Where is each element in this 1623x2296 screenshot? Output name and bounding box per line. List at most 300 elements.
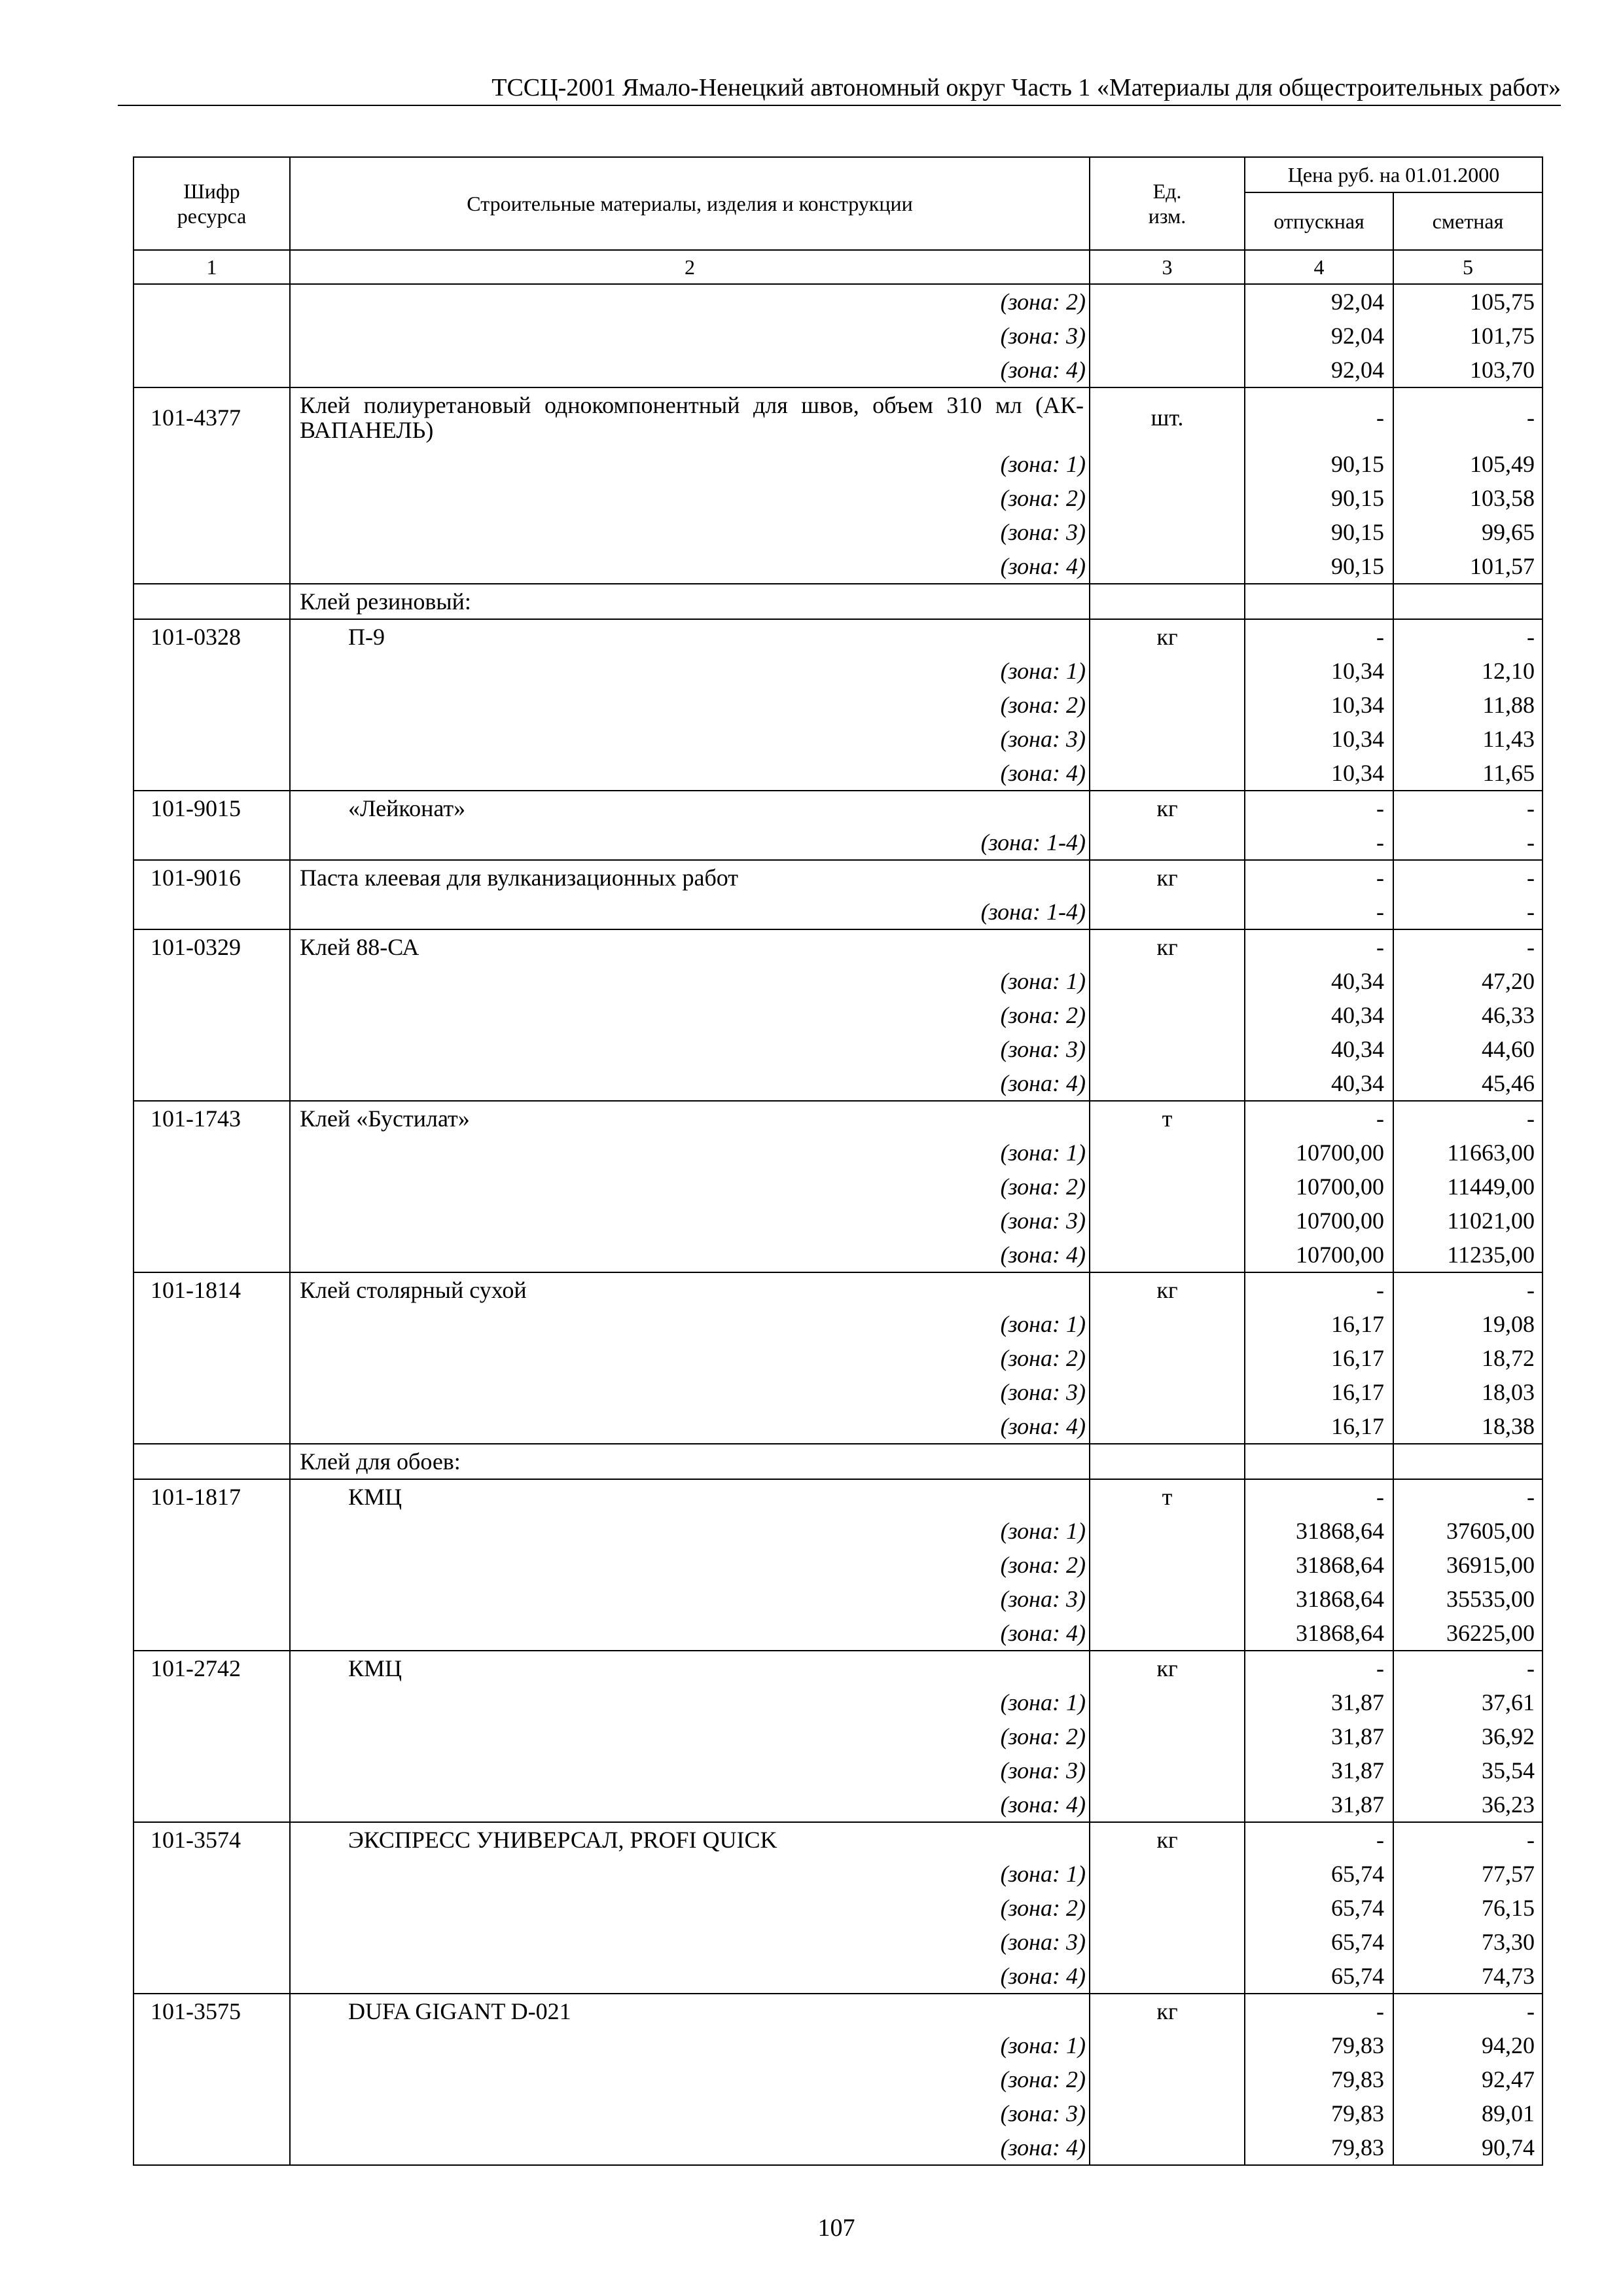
zone-label: (зона: 1) (290, 1514, 1090, 1548)
unit-cell (1090, 1136, 1245, 1170)
unit-cell (1090, 688, 1245, 722)
zone-label: (зона: 4) (290, 756, 1090, 791)
estimate-price-cell: - (1393, 1479, 1543, 1514)
zone-label: (зона: 2) (290, 688, 1090, 722)
code-cell (134, 1787, 290, 1822)
code-cell (134, 1685, 290, 1719)
estimate-price-cell: 105,49 (1393, 447, 1543, 481)
estimate-price-cell: 36,23 (1393, 1787, 1543, 1822)
code-cell (134, 2062, 290, 2096)
release-price-cell: 92,04 (1245, 353, 1393, 387)
zone-label: (зона: 2) (290, 1548, 1090, 1582)
col-header-code (134, 157, 290, 250)
column-number-row (134, 250, 1543, 284)
zone-label: (зона: 3) (290, 515, 1090, 549)
estimate-price-cell: 11,65 (1393, 756, 1543, 791)
table-body (134, 284, 1543, 2165)
code-cell (134, 1514, 290, 1548)
resource-unit: т (1090, 1479, 1245, 1514)
resource-name: Паста клеевая для вулканизационных работ (290, 860, 1090, 895)
release-price-cell: 10,34 (1245, 756, 1393, 791)
zone-price-row (134, 515, 1543, 549)
zone-price-row (134, 1409, 1543, 1444)
zone-label: (зона: 1-4) (290, 825, 1090, 860)
resource-unit: кг (1090, 1994, 1245, 2028)
estimate-price-cell: 46,33 (1393, 998, 1543, 1032)
zone-label: (зона: 2) (290, 1341, 1090, 1375)
zone-label: (зона: 1) (290, 964, 1090, 998)
estimate-price-cell: - (1393, 825, 1543, 860)
zone-label: (зона: 2) (290, 1719, 1090, 1753)
zone-label: (зона: 2) (290, 998, 1090, 1032)
release-price-cell: 65,74 (1245, 1959, 1393, 1994)
unit-cell (1090, 1204, 1245, 1238)
release-price-cell: - (1245, 619, 1393, 654)
resource-name: П-9 (290, 619, 1090, 654)
code-cell (134, 549, 290, 584)
resource-unit: кг (1090, 1272, 1245, 1307)
release-price-cell: 10,34 (1245, 654, 1393, 688)
zone-price-row (134, 1616, 1543, 1651)
resource-name: КМЦ (290, 1651, 1090, 1685)
column-number: 4 (1245, 250, 1393, 284)
estimate-price-cell: 18,38 (1393, 1409, 1543, 1444)
col-header-price-group: Цена руб. на 01.01.2000 (1245, 157, 1543, 192)
unit-cell (1090, 1891, 1245, 1925)
column-number: 2 (290, 250, 1090, 284)
release-price-cell: 10700,00 (1245, 1204, 1393, 1238)
release-price-cell: 31868,64 (1245, 1548, 1393, 1582)
zone-price-row (134, 1170, 1543, 1204)
code-cell (134, 1719, 290, 1753)
section-heading: Клей резиновый: (290, 584, 1090, 619)
unit-cell (1090, 2130, 1245, 2165)
zone-label: (зона: 2) (290, 284, 1090, 319)
zone-price-row (134, 2130, 1543, 2165)
code-cell (134, 1170, 290, 1204)
code-cell (134, 1136, 290, 1170)
column-number: 1 (134, 250, 290, 284)
code-cell (134, 1959, 290, 1994)
release-price-cell: 31,87 (1245, 1719, 1393, 1753)
zone-price-row (134, 1959, 1543, 1994)
resource-unit: шт. (1090, 387, 1245, 447)
unit-cell (1090, 2062, 1245, 2096)
unit-cell (1090, 1548, 1245, 1582)
zone-label: (зона: 1) (290, 1857, 1090, 1891)
zone-price-row (134, 1925, 1543, 1959)
resource-code: 101-9016 (134, 860, 290, 895)
estimate-price-cell: 36915,00 (1393, 1548, 1543, 1582)
estimate-price-cell: 36225,00 (1393, 1616, 1543, 1651)
resource-row (134, 1479, 1543, 1514)
zone-label: (зона: 4) (290, 1959, 1090, 1994)
release-price-cell: 90,15 (1245, 515, 1393, 549)
zone-label: (зона: 1) (290, 1307, 1090, 1341)
release-price-cell: - (1245, 1479, 1393, 1514)
resource-name: Клей полиуретановый однокомпонентный для швов, объем 310 мл (АК-ВАПАНЕЛЬ) (290, 387, 1090, 447)
resource-row (134, 1101, 1543, 1136)
zone-label: (зона: 3) (290, 1375, 1090, 1409)
estimate-price-cell: 35,54 (1393, 1753, 1543, 1787)
unit-cell (1090, 1753, 1245, 1787)
code-cell (134, 722, 290, 756)
zone-label: (зона: 2) (290, 2062, 1090, 2096)
estimate-price-cell: 11,43 (1393, 722, 1543, 756)
estimate-price-cell: 11021,00 (1393, 1204, 1543, 1238)
release-price-cell: 16,17 (1245, 1341, 1393, 1375)
estimate-price-cell: 94,20 (1393, 2028, 1543, 2062)
resource-row (134, 1651, 1543, 1685)
section-heading-row (134, 584, 1543, 619)
release-price-cell: 92,04 (1245, 284, 1393, 319)
estimate-price-cell: 12,10 (1393, 654, 1543, 688)
release-price-cell: 92,04 (1245, 319, 1393, 353)
code-cell (134, 1925, 290, 1959)
release-price-cell: 31,87 (1245, 1753, 1393, 1787)
code-cell (134, 1341, 290, 1375)
release-price-cell: 31,87 (1245, 1685, 1393, 1719)
zone-label: (зона: 1) (290, 2028, 1090, 2062)
code-cell (134, 1375, 290, 1409)
resource-row (134, 929, 1543, 964)
code-cell (134, 2096, 290, 2130)
release-price-cell: 40,34 (1245, 998, 1393, 1032)
unit-cell (1090, 1925, 1245, 1959)
estimate-price-cell: 73,30 (1393, 1925, 1543, 1959)
page-header-title: ТССЦ-2001 Ямало-Ненецкий автономный округ Часть 1 «Материалы для общестроительных работ» (118, 71, 1561, 106)
estimate-price-cell: 11663,00 (1393, 1136, 1543, 1170)
estimate-price-cell: - (1393, 895, 1543, 929)
zone-price-row (134, 756, 1543, 791)
release-price-cell: 90,15 (1245, 481, 1393, 515)
col-header-code-line2: ресурса (177, 204, 247, 228)
estimate-price-cell: - (1393, 791, 1543, 825)
release-price-cell: 16,17 (1245, 1375, 1393, 1409)
code-cell (134, 1857, 290, 1891)
col-header-unit-line2: изм. (1148, 204, 1186, 228)
release-price-cell: 79,83 (1245, 2130, 1393, 2165)
zone-label: (зона: 3) (290, 1032, 1090, 1066)
estimate-price-cell: 11,88 (1393, 688, 1543, 722)
release-price-cell: - (1245, 791, 1393, 825)
code-cell (134, 1891, 290, 1925)
unit-cell (1090, 964, 1245, 998)
zone-price-row (134, 1582, 1543, 1616)
zone-price-row (134, 1514, 1543, 1548)
estimate-price-cell: - (1393, 860, 1543, 895)
estimate-price-cell: 18,72 (1393, 1341, 1543, 1375)
release-price-cell: 65,74 (1245, 1925, 1393, 1959)
estimate-price-cell: - (1393, 1272, 1543, 1307)
release-price-cell: - (1245, 1994, 1393, 2028)
release-price-cell: 10700,00 (1245, 1170, 1393, 1204)
estimate-price-cell: 103,70 (1393, 353, 1543, 387)
resource-row (134, 387, 1543, 447)
release-price-cell: - (1245, 895, 1393, 929)
zone-price-row (134, 654, 1543, 688)
unit-cell (1090, 756, 1245, 791)
unit-cell (1090, 1444, 1245, 1479)
code-cell (134, 319, 290, 353)
release-price-cell: - (1245, 929, 1393, 964)
estimate-price-cell: 44,60 (1393, 1032, 1543, 1066)
zone-label: (зона: 3) (290, 1925, 1090, 1959)
code-cell (134, 584, 290, 619)
resource-name: Клей столярный сухой (290, 1272, 1090, 1307)
zone-price-row (134, 1787, 1543, 1822)
resource-unit: кг (1090, 1822, 1245, 1857)
resource-code: 101-0328 (134, 619, 290, 654)
estimate-price-cell: 99,65 (1393, 515, 1543, 549)
release-price-cell: 79,83 (1245, 2028, 1393, 2062)
release-price-cell: - (1245, 1651, 1393, 1685)
table-header (134, 157, 1543, 284)
estimate-price-cell: 105,75 (1393, 284, 1543, 319)
estimate-price-cell: 92,47 (1393, 2062, 1543, 2096)
zone-label: (зона: 2) (290, 1170, 1090, 1204)
resource-unit: кг (1090, 929, 1245, 964)
resource-unit: кг (1090, 619, 1245, 654)
release-price-cell: 10700,00 (1245, 1136, 1393, 1170)
col-header-estimate-price: сметная (1393, 192, 1543, 250)
resource-name: Клей «Бустилат» (290, 1101, 1090, 1136)
unit-cell (1090, 1857, 1245, 1891)
estimate-price-cell: 11235,00 (1393, 1238, 1543, 1272)
unit-cell (1090, 1032, 1245, 1066)
estimate-price-cell: 103,58 (1393, 481, 1543, 515)
resource-row (134, 619, 1543, 654)
code-cell (134, 353, 290, 387)
resource-code: 101-4377 (134, 387, 290, 447)
estimate-price-cell: - (1393, 619, 1543, 654)
resource-row (134, 1994, 1543, 2028)
estimate-price-cell: 89,01 (1393, 2096, 1543, 2130)
section-heading-row (134, 1444, 1543, 1479)
zone-price-row (134, 1032, 1543, 1066)
code-cell (134, 2028, 290, 2062)
estimate-price-cell: 37,61 (1393, 1685, 1543, 1719)
zone-label: (зона: 4) (290, 353, 1090, 387)
resource-name: «Лейконат» (290, 791, 1090, 825)
release-price-cell: 65,74 (1245, 1891, 1393, 1925)
col-header-code-line1: Шифр (183, 179, 240, 203)
estimate-price-cell: - (1393, 1822, 1543, 1857)
zone-label: (зона: 3) (290, 1204, 1090, 1238)
release-price-cell (1245, 584, 1393, 619)
estimate-price-cell: 19,08 (1393, 1307, 1543, 1341)
resource-name: DUFA GIGANT D-021 (290, 1994, 1090, 2028)
unit-cell (1090, 1375, 1245, 1409)
release-price-cell: 79,83 (1245, 2062, 1393, 2096)
resource-name: КМЦ (290, 1479, 1090, 1514)
code-cell (134, 481, 290, 515)
zone-label: (зона: 4) (290, 1238, 1090, 1272)
zone-price-row (134, 353, 1543, 387)
zone-price-row (134, 1204, 1543, 1238)
zone-label: (зона: 3) (290, 1753, 1090, 1787)
unit-cell (1090, 447, 1245, 481)
code-cell (134, 1307, 290, 1341)
zone-label: (зона: 3) (290, 2096, 1090, 2130)
code-cell (134, 1409, 290, 1444)
estimate-price-cell: 45,46 (1393, 1066, 1543, 1101)
unit-cell (1090, 1170, 1245, 1204)
code-cell (134, 284, 290, 319)
unit-cell (1090, 1238, 1245, 1272)
release-price-cell: - (1245, 1822, 1393, 1857)
zone-label: (зона: 4) (290, 1616, 1090, 1651)
zone-price-row (134, 1857, 1543, 1891)
estimate-price-cell: 47,20 (1393, 964, 1543, 998)
release-price-cell: 10,34 (1245, 688, 1393, 722)
unit-cell (1090, 722, 1245, 756)
zone-price-row (134, 319, 1543, 353)
release-price-cell: 31868,64 (1245, 1616, 1393, 1651)
zone-label: (зона: 4) (290, 2130, 1090, 2165)
resource-code: 101-0329 (134, 929, 290, 964)
unit-cell (1090, 1582, 1245, 1616)
release-price-cell: 16,17 (1245, 1409, 1393, 1444)
zone-price-row (134, 2062, 1543, 2096)
resource-row (134, 860, 1543, 895)
code-cell (134, 1238, 290, 1272)
unit-cell (1090, 1341, 1245, 1375)
zone-label: (зона: 2) (290, 481, 1090, 515)
resource-unit: кг (1090, 1651, 1245, 1685)
release-price-cell: 10,34 (1245, 722, 1393, 756)
zone-price-row (134, 1685, 1543, 1719)
release-price-cell: 65,74 (1245, 1857, 1393, 1891)
unit-cell (1090, 2028, 1245, 2062)
code-cell (134, 1032, 290, 1066)
code-cell (134, 895, 290, 929)
estimate-price-cell: 35535,00 (1393, 1582, 1543, 1616)
code-cell (134, 1066, 290, 1101)
resource-price-table (133, 156, 1543, 2166)
resource-row (134, 1822, 1543, 1857)
zone-price-row (134, 1375, 1543, 1409)
zone-price-row (134, 1753, 1543, 1787)
release-price-cell: 31868,64 (1245, 1582, 1393, 1616)
release-price-cell: - (1245, 387, 1393, 447)
estimate-price-cell (1393, 1444, 1543, 1479)
estimate-price-cell: 36,92 (1393, 1719, 1543, 1753)
code-cell (134, 1548, 290, 1582)
zone-price-row (134, 1719, 1543, 1753)
resource-code: 101-3574 (134, 1822, 290, 1857)
zone-price-row (134, 688, 1543, 722)
resource-unit: т (1090, 1101, 1245, 1136)
release-price-cell: 79,83 (1245, 2096, 1393, 2130)
zone-label: (зона: 1) (290, 654, 1090, 688)
zone-price-row (134, 1066, 1543, 1101)
resource-code: 101-2742 (134, 1651, 290, 1685)
release-price-cell: 31,87 (1245, 1787, 1393, 1822)
release-price-cell: 90,15 (1245, 447, 1393, 481)
zone-label: (зона: 3) (290, 319, 1090, 353)
zone-price-row (134, 549, 1543, 584)
release-price-cell: 40,34 (1245, 964, 1393, 998)
zone-price-row (134, 447, 1543, 481)
resource-code: 101-3575 (134, 1994, 290, 2028)
resource-row (134, 791, 1543, 825)
resource-unit: кг (1090, 860, 1245, 895)
zone-price-row (134, 1136, 1543, 1170)
code-cell (134, 2130, 290, 2165)
zone-label: (зона: 4) (290, 1787, 1090, 1822)
zone-price-row (134, 1238, 1543, 1272)
unit-cell (1090, 1616, 1245, 1651)
unit-cell (1090, 515, 1245, 549)
code-cell (134, 515, 290, 549)
code-cell (134, 1582, 290, 1616)
unit-cell (1090, 1719, 1245, 1753)
col-header-unit (1090, 157, 1245, 250)
col-header-name: Строительные материалы, изделия и конструкции (290, 157, 1090, 250)
estimate-price-cell (1393, 584, 1543, 619)
estimate-price-cell: 74,73 (1393, 1959, 1543, 1994)
release-price-cell: - (1245, 1101, 1393, 1136)
resource-code: 101-9015 (134, 791, 290, 825)
release-price-cell: 90,15 (1245, 549, 1393, 584)
zone-price-row (134, 284, 1543, 319)
resource-unit: кг (1090, 791, 1245, 825)
table-header-row (134, 157, 1543, 192)
estimate-price-cell: 18,03 (1393, 1375, 1543, 1409)
unit-cell (1090, 2096, 1245, 2130)
estimate-price-cell: 76,15 (1393, 1891, 1543, 1925)
zone-label: (зона: 1) (290, 1685, 1090, 1719)
resource-row (134, 1272, 1543, 1307)
unit-cell (1090, 1307, 1245, 1341)
estimate-price-cell: 101,57 (1393, 549, 1543, 584)
estimate-price-cell: - (1393, 387, 1543, 447)
zone-price-row (134, 998, 1543, 1032)
resource-name: ЭКСПРЕСС УНИВЕРСАЛ, PROFI QUICK (290, 1822, 1090, 1857)
code-cell (134, 825, 290, 860)
code-cell (134, 1444, 290, 1479)
code-cell (134, 1204, 290, 1238)
zone-price-row (134, 895, 1543, 929)
unit-cell (1090, 654, 1245, 688)
unit-cell (1090, 895, 1245, 929)
zone-label: (зона: 1) (290, 447, 1090, 481)
zone-label: (зона: 4) (290, 1409, 1090, 1444)
zone-label: (зона: 3) (290, 722, 1090, 756)
estimate-price-cell: 90,74 (1393, 2130, 1543, 2165)
release-price-cell: 16,17 (1245, 1307, 1393, 1341)
zone-price-row (134, 1307, 1543, 1341)
release-price-cell (1245, 1444, 1393, 1479)
code-cell (134, 1616, 290, 1651)
estimate-price-cell: - (1393, 1994, 1543, 2028)
estimate-price-cell: 11449,00 (1393, 1170, 1543, 1204)
code-cell (134, 1753, 290, 1787)
zone-price-row (134, 964, 1543, 998)
zone-price-row (134, 722, 1543, 756)
unit-cell (1090, 1685, 1245, 1719)
unit-cell (1090, 353, 1245, 387)
resource-code: 101-1743 (134, 1101, 290, 1136)
unit-cell (1090, 284, 1245, 319)
estimate-price-cell: - (1393, 1101, 1543, 1136)
zone-label: (зона: 1-4) (290, 895, 1090, 929)
code-cell (134, 756, 290, 791)
release-price-cell: 40,34 (1245, 1066, 1393, 1101)
section-heading: Клей для обоев: (290, 1444, 1090, 1479)
release-price-cell: 10700,00 (1245, 1238, 1393, 1272)
